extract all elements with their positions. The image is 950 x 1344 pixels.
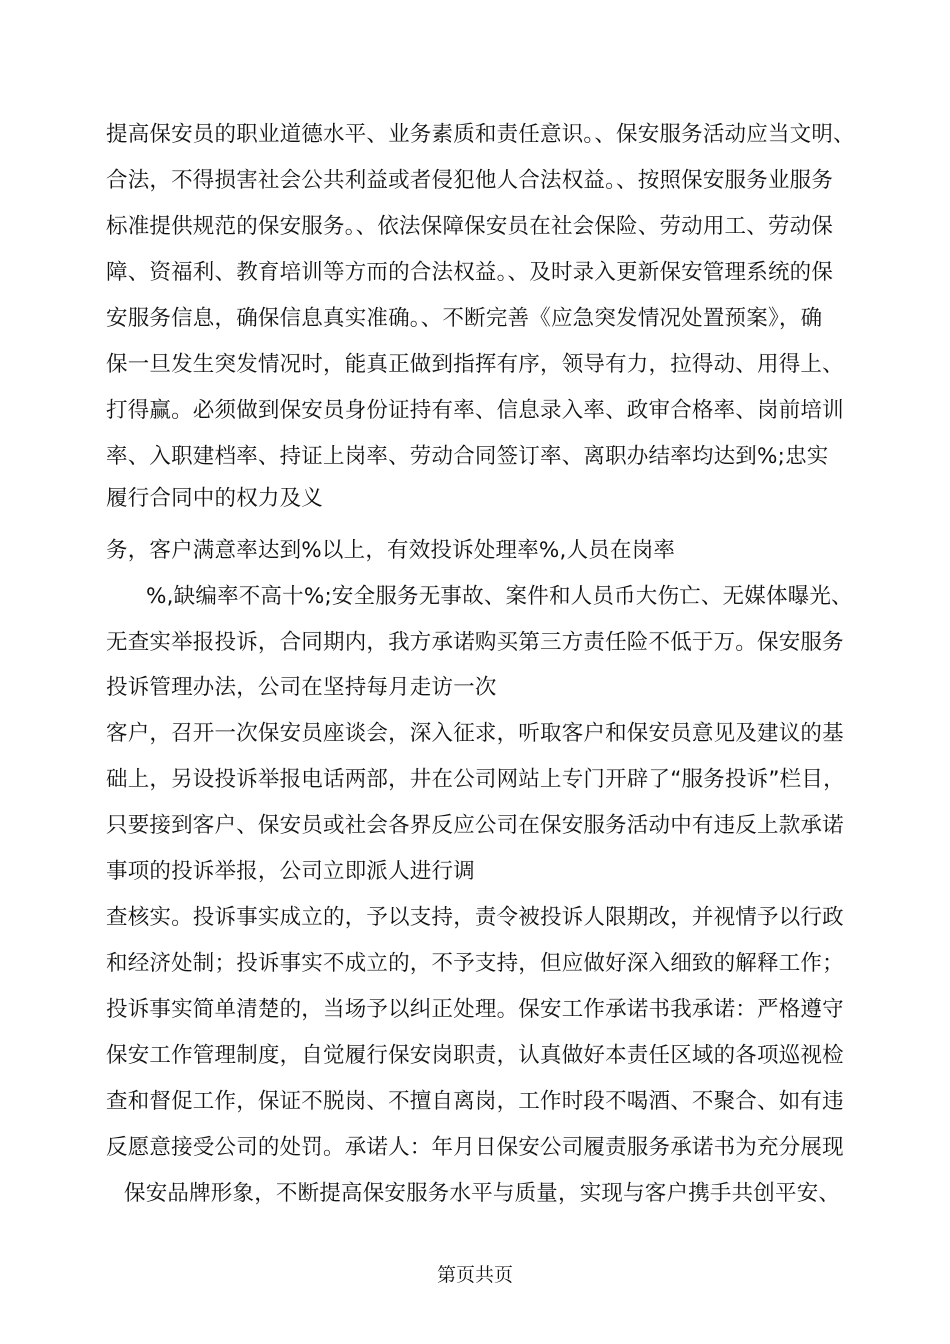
text-line: 保一旦发生突发情况时，能真正做到指挥有序，领导有力，拉得动、用得上、 [106, 352, 844, 377]
text-line: 无查实举报投诉，合同期内，我方承诺购买第三方责任险不低于万。保安服务 [106, 630, 844, 655]
text-line: 投诉事实简单清楚的，当场予以纠正处理。保安工作承诺书我承诺：严格遵守 [106, 997, 844, 1022]
text-line: %,缺编率不高十%;安全服务无事故、案件和人员币大伤亡、无媒体曝光、 [146, 584, 853, 609]
text-line: 安服务信息，确保信息真实准确。、不断完善《应急突发情况处置预案》，确 [106, 306, 823, 331]
text-line: 标准提供规范的保安服务。、依法保障保安员在社会保险、劳动用工、劳动保 [106, 214, 834, 239]
text-line: 保安品牌形象，不断提高保安服务水平与质量，实现与客户携手共创平安、 [124, 1181, 841, 1206]
text-line: 础上，另设投诉举报电话两部，井在公司网站上专门开辟了“服务投诉”栏目， [106, 767, 845, 792]
text-line: 反愿意接受公司的处罚。承诺人：年月日保安公司履责服务承诺书为充分展现 [106, 1135, 844, 1160]
page-footer: 第页共页 [436, 1264, 513, 1286]
text-line: 事项的投诉举报，公司立即派人进行调 [106, 859, 475, 884]
text-line: 和经济处制；投诉事实不成立的，不予支持，但应做好深入细致的解释工作； [106, 951, 844, 976]
text-line: 保安工作管理制度，自觉履行保安岗职责，认真做好本责任区域的各项巡视检 [106, 1043, 844, 1068]
text-line: 务，客户满意率达到%以上，有效投诉处理率%,人员在岗率 [106, 538, 676, 563]
text-line: 客户，召开一次保安员座谈会，深入征求，听取客户和保安员意见及建议的基 [106, 721, 844, 746]
text-line: 障、资福利、教育培训等方而的合法权益。、及时录入更新保安管理系统的保 [106, 260, 834, 285]
text-line: 查核实。投诉事实成立的，予以支持，责令被投诉人限期改，并视情予以行政 [106, 905, 844, 930]
text-line: 率、入职建档率、持证上岗率、劳动合同签订率、离职办结率均达到%;忠实 [106, 444, 829, 469]
text-line: 提高保安员的职业道德水平、业务素质和责任意识。、保安服务活动应当文明、 [106, 122, 855, 147]
text-line: 打得赢。必须做到保安员身份证持有率、信息录入率、政审合格率、岗前培训 [106, 398, 844, 423]
text-line: 查和督促工作，保证不脱岗、不擅自离岗，工作时段不喝酒、不聚合、如有违 [106, 1089, 844, 1114]
text-line: 履行合同中的权力及义 [106, 486, 324, 511]
text-line: 只要接到客户、保安员或社会各界反应公司在保安服务活动中有违反上款承诺 [106, 813, 844, 838]
text-line: 投诉管理办法，公司在坚持每月走访一次 [106, 675, 497, 700]
text-line: 合法，不得损害社会公共利益或者侵犯他人合法权益。、按照保安服务业服务 [106, 168, 834, 193]
